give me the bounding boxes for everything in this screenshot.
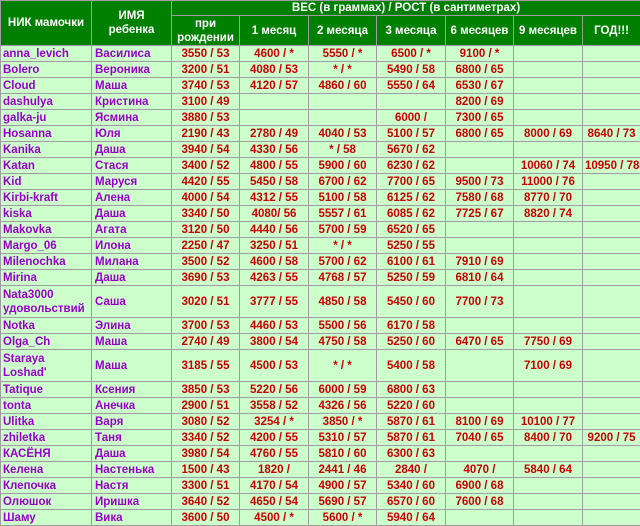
measurement-cell: 5550 / * xyxy=(309,46,377,62)
table-row xyxy=(1,350,640,382)
measurement-cell: 4500 / 53 xyxy=(240,350,309,382)
measurement-cell: 5940 / 64 xyxy=(377,510,446,526)
child-name-cell: Маша xyxy=(92,78,172,94)
table-row xyxy=(1,318,640,334)
measurement-cell: 3340 / 50 xyxy=(172,206,240,222)
child-name-cell: Агата xyxy=(92,222,172,238)
table-row xyxy=(1,446,640,462)
child-name-cell: Ксения xyxy=(92,382,172,398)
mother-nick-cell: Kirbi-kraft xyxy=(1,190,92,206)
table-row xyxy=(1,222,640,238)
measurement-cell: 3300 / 51 xyxy=(172,478,240,494)
measurement-cell: 1500 / 43 xyxy=(172,462,240,478)
mother-nick-cell: Margo_06 xyxy=(1,238,92,254)
measurement-cell: 8820 / 74 xyxy=(514,206,583,222)
measurement-cell: 8640 / 73 xyxy=(583,126,640,142)
measurement-cell xyxy=(514,510,583,526)
measurement-cell xyxy=(446,398,514,414)
measurement-cell xyxy=(583,222,640,238)
measurement-cell: * / * xyxy=(309,238,377,254)
measurement-cell: 5450 / 60 xyxy=(377,286,446,318)
measurement-cell xyxy=(583,494,640,510)
child-name-cell: Саша xyxy=(92,286,172,318)
measurement-cell: 3740 / 53 xyxy=(172,78,240,94)
measurement-cell: 3850 / * xyxy=(309,414,377,430)
child-name-cell: Милана xyxy=(92,254,172,270)
measurement-cell: 5557 / 61 xyxy=(309,206,377,222)
measurement-cell: 5700 / 59 xyxy=(309,222,377,238)
measurement-cell: 6800 / 63 xyxy=(377,382,446,398)
measurement-cell: 6810 / 64 xyxy=(446,270,514,286)
measurement-cell: 5550 / 64 xyxy=(377,78,446,94)
measurement-cell: 3850 / 53 xyxy=(172,382,240,398)
measurement-cell: 7100 / 69 xyxy=(514,350,583,382)
mother-nick-cell: Bolero xyxy=(1,62,92,78)
measurement-cell: 4080/ 56 xyxy=(240,206,309,222)
child-name-cell: Маруся xyxy=(92,174,172,190)
measurement-cell: 2190 / 43 xyxy=(172,126,240,142)
measurement-cell: * / * xyxy=(309,350,377,382)
measurement-cell: 5220 / 56 xyxy=(240,382,309,398)
table-row xyxy=(1,174,640,190)
measurement-cell: 3185 / 55 xyxy=(172,350,240,382)
measurement-cell: 3600 / 50 xyxy=(172,510,240,526)
measurement-cell xyxy=(583,238,640,254)
table-row xyxy=(1,254,640,270)
child-name-cell: Даша xyxy=(92,270,172,286)
mother-nick-cell: kiska xyxy=(1,206,92,222)
measurement-cell: 2740 / 49 xyxy=(172,334,240,350)
child-name-cell: Маша xyxy=(92,334,172,350)
measurement-cell: 4900 / 57 xyxy=(309,478,377,494)
measurement-cell: 4760 / 55 xyxy=(240,446,309,462)
header-period: 6 месяцев xyxy=(446,16,514,46)
measurement-cell: 5340 / 60 xyxy=(377,478,446,494)
measurement-cell xyxy=(514,110,583,126)
header-child: ИМЯ ребенка xyxy=(92,1,172,46)
measurement-cell xyxy=(446,382,514,398)
measurement-cell: 6300 / 63 xyxy=(377,446,446,462)
child-name-cell: Вероника xyxy=(92,62,172,78)
mother-nick-cell: Шаму xyxy=(1,510,92,526)
measurement-cell: 5450 / 58 xyxy=(240,174,309,190)
header-period: 3 месяца xyxy=(377,16,446,46)
table-row xyxy=(1,478,640,494)
mother-nick-cell: Kid xyxy=(1,174,92,190)
measurement-cell: 3640 / 52 xyxy=(172,494,240,510)
measurement-cell: 4420 / 55 xyxy=(172,174,240,190)
measurement-cell: 3940 / 54 xyxy=(172,142,240,158)
measurement-cell xyxy=(446,510,514,526)
header-period: 9 месяцев xyxy=(514,16,583,46)
mother-nick-cell: Katan xyxy=(1,158,92,174)
measurement-cell: 6170 / 58 xyxy=(377,318,446,334)
measurement-cell: 6900 / 68 xyxy=(446,478,514,494)
measurement-cell: 7700 / 73 xyxy=(446,286,514,318)
mother-nick-cell: Tatique xyxy=(1,382,92,398)
child-name-cell: Анечка xyxy=(92,398,172,414)
measurement-cell: * / 58 xyxy=(309,142,377,158)
measurement-cell: 8400 / 70 xyxy=(514,430,583,446)
measurement-cell: 6000 / xyxy=(377,110,446,126)
measurement-cell: 4850 / 58 xyxy=(309,286,377,318)
measurement-cell: 5250 / 59 xyxy=(377,270,446,286)
measurement-cell: 3980 / 54 xyxy=(172,446,240,462)
child-name-cell: Илона xyxy=(92,238,172,254)
measurement-cell: 3550 / 53 xyxy=(172,46,240,62)
mother-nick-cell: galka-ju xyxy=(1,110,92,126)
header-period: 2 месяца xyxy=(309,16,377,46)
mother-nick-cell: Milenochka xyxy=(1,254,92,270)
table-row xyxy=(1,46,640,62)
measurement-cell: 2840 / xyxy=(377,462,446,478)
table-row xyxy=(1,78,640,94)
measurement-cell: 7750 / 69 xyxy=(514,334,583,350)
measurement-cell: 7700 / 65 xyxy=(377,174,446,190)
mother-nick-cell: Ulitka xyxy=(1,414,92,430)
child-name-cell: Ясмина xyxy=(92,110,172,126)
measurement-cell xyxy=(583,62,640,78)
measurement-cell xyxy=(514,446,583,462)
mother-nick-cell: zhiletka xyxy=(1,430,92,446)
child-name-cell: Юля xyxy=(92,126,172,142)
measurement-cell xyxy=(514,398,583,414)
child-name-cell: Алена xyxy=(92,190,172,206)
measurement-cell: * / * xyxy=(309,62,377,78)
table-row xyxy=(1,398,640,414)
header-period: 1 месяц xyxy=(240,16,309,46)
measurement-cell: 5500 / 56 xyxy=(309,318,377,334)
measurement-cell xyxy=(583,286,640,318)
table-row xyxy=(1,238,640,254)
measurement-cell: 5310 / 57 xyxy=(309,430,377,446)
child-name-cell: Даша xyxy=(92,206,172,222)
table-row xyxy=(1,494,640,510)
measurement-cell xyxy=(514,46,583,62)
measurement-cell: 3400 / 52 xyxy=(172,158,240,174)
measurement-cell: 6530 / 67 xyxy=(446,78,514,94)
measurement-cell xyxy=(514,478,583,494)
child-name-cell: Иришка xyxy=(92,494,172,510)
table-row xyxy=(1,414,640,430)
measurement-cell: 3250 / 51 xyxy=(240,238,309,254)
measurement-cell: 7600 / 68 xyxy=(446,494,514,510)
table-row xyxy=(1,126,640,142)
measurement-cell: 5100 / 57 xyxy=(377,126,446,142)
mother-nick-cell: Notka xyxy=(1,318,92,334)
measurement-cell: 7725 / 67 xyxy=(446,206,514,222)
measurement-cell: 5400 / 58 xyxy=(377,350,446,382)
measurement-cell xyxy=(583,110,640,126)
measurement-cell: 4326 / 56 xyxy=(309,398,377,414)
measurement-cell xyxy=(446,238,514,254)
measurement-cell: 2780 / 49 xyxy=(240,126,309,142)
child-name-cell: Кристина xyxy=(92,94,172,110)
measurement-cell: 4040 / 53 xyxy=(309,126,377,142)
child-name-cell: Настенька xyxy=(92,462,172,478)
child-name-cell: Маша xyxy=(92,350,172,382)
measurement-cell xyxy=(514,94,583,110)
header-period: при рождении xyxy=(172,16,240,46)
child-name-cell: Таня xyxy=(92,430,172,446)
measurement-cell: 3340 / 52 xyxy=(172,430,240,446)
table-row xyxy=(1,334,640,350)
measurement-cell: 3080 / 52 xyxy=(172,414,240,430)
mother-nick-cell: Hosanna xyxy=(1,126,92,142)
measurement-cell: 9500 / 73 xyxy=(446,174,514,190)
measurement-cell: 5250 / 55 xyxy=(377,238,446,254)
measurement-cell: 6700 / 62 xyxy=(309,174,377,190)
measurement-cell: 9100 / * xyxy=(446,46,514,62)
measurement-cell xyxy=(583,398,640,414)
measurement-cell: 6800 / 65 xyxy=(446,126,514,142)
measurement-cell: 5690 / 57 xyxy=(309,494,377,510)
measurement-cell xyxy=(583,46,640,62)
measurement-cell xyxy=(514,78,583,94)
measurement-cell: 1820 / xyxy=(240,462,309,478)
measurement-cell: 10060 / 74 xyxy=(514,158,583,174)
child-name-cell: Вика xyxy=(92,510,172,526)
mother-nick-cell: Olga_Ch xyxy=(1,334,92,350)
measurement-cell xyxy=(514,270,583,286)
measurement-cell: 3120 / 50 xyxy=(172,222,240,238)
measurement-cell: 3200 / 51 xyxy=(172,62,240,78)
table-row xyxy=(1,510,640,526)
mother-nick-cell: dashulya xyxy=(1,94,92,110)
measurement-cell: 4650 / 54 xyxy=(240,494,309,510)
mother-nick-cell: КАСЁНЯ xyxy=(1,446,92,462)
measurement-cell: 5870 / 61 xyxy=(377,430,446,446)
measurement-cell xyxy=(583,350,640,382)
measurement-cell: 3777 / 55 xyxy=(240,286,309,318)
child-name-cell: Элина xyxy=(92,318,172,334)
measurement-cell: 5670 / 62 xyxy=(377,142,446,158)
measurement-cell xyxy=(309,94,377,110)
measurement-cell: 3020 / 51 xyxy=(172,286,240,318)
table-row xyxy=(1,158,640,174)
measurement-cell xyxy=(514,222,583,238)
measurement-cell xyxy=(583,414,640,430)
measurement-cell: 3880 / 53 xyxy=(172,110,240,126)
measurement-cell: 4120 / 57 xyxy=(240,78,309,94)
measurement-cell: 5900 / 60 xyxy=(309,158,377,174)
measurement-cell: 5250 / 60 xyxy=(377,334,446,350)
measurement-cell: 2250 / 47 xyxy=(172,238,240,254)
measurement-cell: 7910 / 69 xyxy=(446,254,514,270)
mother-nick-cell: Staraya Loshad' xyxy=(1,350,92,382)
measurement-cell: 4750 / 58 xyxy=(309,334,377,350)
measurement-cell xyxy=(583,174,640,190)
measurement-cell: 6125 / 62 xyxy=(377,190,446,206)
measurement-cell xyxy=(583,94,640,110)
measurement-cell: 3690 / 53 xyxy=(172,270,240,286)
mother-nick-cell: Келена xyxy=(1,462,92,478)
measurement-cell: 4860 / 60 xyxy=(309,78,377,94)
measurement-cell: 4170 / 54 xyxy=(240,478,309,494)
table-row xyxy=(1,286,640,318)
measurement-cell: 4330 / 56 xyxy=(240,142,309,158)
measurement-cell: 5100 / 58 xyxy=(309,190,377,206)
measurement-cell xyxy=(309,110,377,126)
measurement-cell xyxy=(583,78,640,94)
measurement-cell: 6230 / 62 xyxy=(377,158,446,174)
measurement-cell: 5840 / 64 xyxy=(514,462,583,478)
table-row xyxy=(1,190,640,206)
measurement-cell: 3100 / 49 xyxy=(172,94,240,110)
table-row xyxy=(1,206,640,222)
measurement-cell: 8100 / 69 xyxy=(446,414,514,430)
measurement-cell xyxy=(514,254,583,270)
mother-nick-cell: anna_levich xyxy=(1,46,92,62)
mother-nick-cell: Клепочка xyxy=(1,478,92,494)
measurement-cell: 4600 / 58 xyxy=(240,254,309,270)
measurement-cell xyxy=(446,222,514,238)
measurement-cell: 4440 / 56 xyxy=(240,222,309,238)
measurement-cell: 5870 / 61 xyxy=(377,414,446,430)
mother-nick-cell: Cloud xyxy=(1,78,92,94)
measurement-cell: 5600 / * xyxy=(309,510,377,526)
measurement-cell xyxy=(240,94,309,110)
measurement-cell xyxy=(446,350,514,382)
header-weight-height: ВЕС (в граммах) / РОСТ (в сантиметрах) xyxy=(172,1,640,16)
measurement-cell xyxy=(446,446,514,462)
table-row xyxy=(1,462,640,478)
table-row xyxy=(1,62,640,78)
table-row xyxy=(1,382,640,398)
mother-nick-cell: Nata3000 удовольствий xyxy=(1,286,92,318)
measurement-cell: 5700 / 62 xyxy=(309,254,377,270)
measurement-cell: 8770 / 70 xyxy=(514,190,583,206)
measurement-cell: 4000 / 54 xyxy=(172,190,240,206)
table-row xyxy=(1,270,640,286)
measurement-cell xyxy=(514,286,583,318)
measurement-cell: 7300 / 65 xyxy=(446,110,514,126)
measurement-cell: 3500 / 52 xyxy=(172,254,240,270)
measurement-cell: 6085 / 62 xyxy=(377,206,446,222)
header-period: ГОД!!! xyxy=(583,16,640,46)
measurement-cell: 4768 / 57 xyxy=(309,270,377,286)
mother-nick-cell: tonta xyxy=(1,398,92,414)
measurement-cell: 4200 / 55 xyxy=(240,430,309,446)
table-row xyxy=(1,110,640,126)
measurement-cell xyxy=(446,318,514,334)
measurement-cell: 6570 / 60 xyxy=(377,494,446,510)
measurement-cell: 3800 / 54 xyxy=(240,334,309,350)
child-name-cell: Василиса xyxy=(92,46,172,62)
mother-nick-cell: Makovka xyxy=(1,222,92,238)
measurement-cell: 4312 / 55 xyxy=(240,190,309,206)
measurement-cell: 4460 / 53 xyxy=(240,318,309,334)
measurement-cell xyxy=(583,334,640,350)
measurement-cell: 7580 / 68 xyxy=(446,190,514,206)
measurement-cell: 3558 / 52 xyxy=(240,398,309,414)
measurement-cell xyxy=(514,142,583,158)
measurement-cell: 5810 / 60 xyxy=(309,446,377,462)
measurement-cell: 5220 / 60 xyxy=(377,398,446,414)
measurement-cell: 6500 / * xyxy=(377,46,446,62)
measurement-cell xyxy=(446,158,514,174)
measurement-cell: 10950 / 78 xyxy=(583,158,640,174)
measurement-cell xyxy=(583,318,640,334)
measurement-cell xyxy=(583,142,640,158)
measurement-cell: 8000 / 69 xyxy=(514,126,583,142)
measurement-cell: 2441 / 46 xyxy=(309,462,377,478)
measurement-cell: 8200 / 69 xyxy=(446,94,514,110)
measurement-cell: 5490 / 58 xyxy=(377,62,446,78)
measurement-cell: 10100 / 77 xyxy=(514,414,583,430)
measurement-cell xyxy=(583,254,640,270)
measurement-cell: 6520 / 65 xyxy=(377,222,446,238)
mother-nick-cell: Олюшок xyxy=(1,494,92,510)
measurement-cell: 4500 / * xyxy=(240,510,309,526)
measurement-cell xyxy=(514,382,583,398)
table-row xyxy=(1,142,640,158)
measurement-cell xyxy=(446,142,514,158)
measurement-cell xyxy=(583,206,640,222)
table-row xyxy=(1,430,640,446)
measurement-cell xyxy=(583,446,640,462)
mother-nick-cell: Mirina xyxy=(1,270,92,286)
table-row xyxy=(1,94,640,110)
measurement-cell: 6000 / 59 xyxy=(309,382,377,398)
mother-nick-cell: Kanika xyxy=(1,142,92,158)
child-name-cell: Даша xyxy=(92,142,172,158)
measurement-cell xyxy=(514,238,583,254)
child-name-cell: Даша xyxy=(92,446,172,462)
measurement-cell xyxy=(514,494,583,510)
measurement-cell: 6800 / 65 xyxy=(446,62,514,78)
measurement-cell: 3254 / * xyxy=(240,414,309,430)
measurement-cell xyxy=(240,110,309,126)
measurement-cell xyxy=(583,270,640,286)
measurement-cell: 9200 / 75 xyxy=(583,430,640,446)
measurement-cell xyxy=(583,478,640,494)
measurement-cell: 7040 / 65 xyxy=(446,430,514,446)
measurement-cell xyxy=(583,462,640,478)
measurement-cell: 3700 / 53 xyxy=(172,318,240,334)
measurement-cell: 4263 / 55 xyxy=(240,270,309,286)
measurement-cell xyxy=(583,190,640,206)
measurement-cell: 11000 / 76 xyxy=(514,174,583,190)
measurement-cell: 4600 / * xyxy=(240,46,309,62)
measurement-cell xyxy=(583,382,640,398)
child-name-cell: Стася xyxy=(92,158,172,174)
measurement-cell xyxy=(514,318,583,334)
child-name-cell: Варя xyxy=(92,414,172,430)
measurement-cell: 4800 / 55 xyxy=(240,158,309,174)
measurement-cell: 6100 / 61 xyxy=(377,254,446,270)
measurement-cell xyxy=(377,94,446,110)
measurement-cell: 4080 / 53 xyxy=(240,62,309,78)
measurement-cell xyxy=(583,510,640,526)
measurement-cell: 6470 / 65 xyxy=(446,334,514,350)
measurement-cell: 2900 / 51 xyxy=(172,398,240,414)
measurement-cell: 4070 / xyxy=(446,462,514,478)
measurement-cell xyxy=(514,62,583,78)
header-nick: НИК мамочки xyxy=(1,1,92,46)
child-name-cell: Настя xyxy=(92,478,172,494)
